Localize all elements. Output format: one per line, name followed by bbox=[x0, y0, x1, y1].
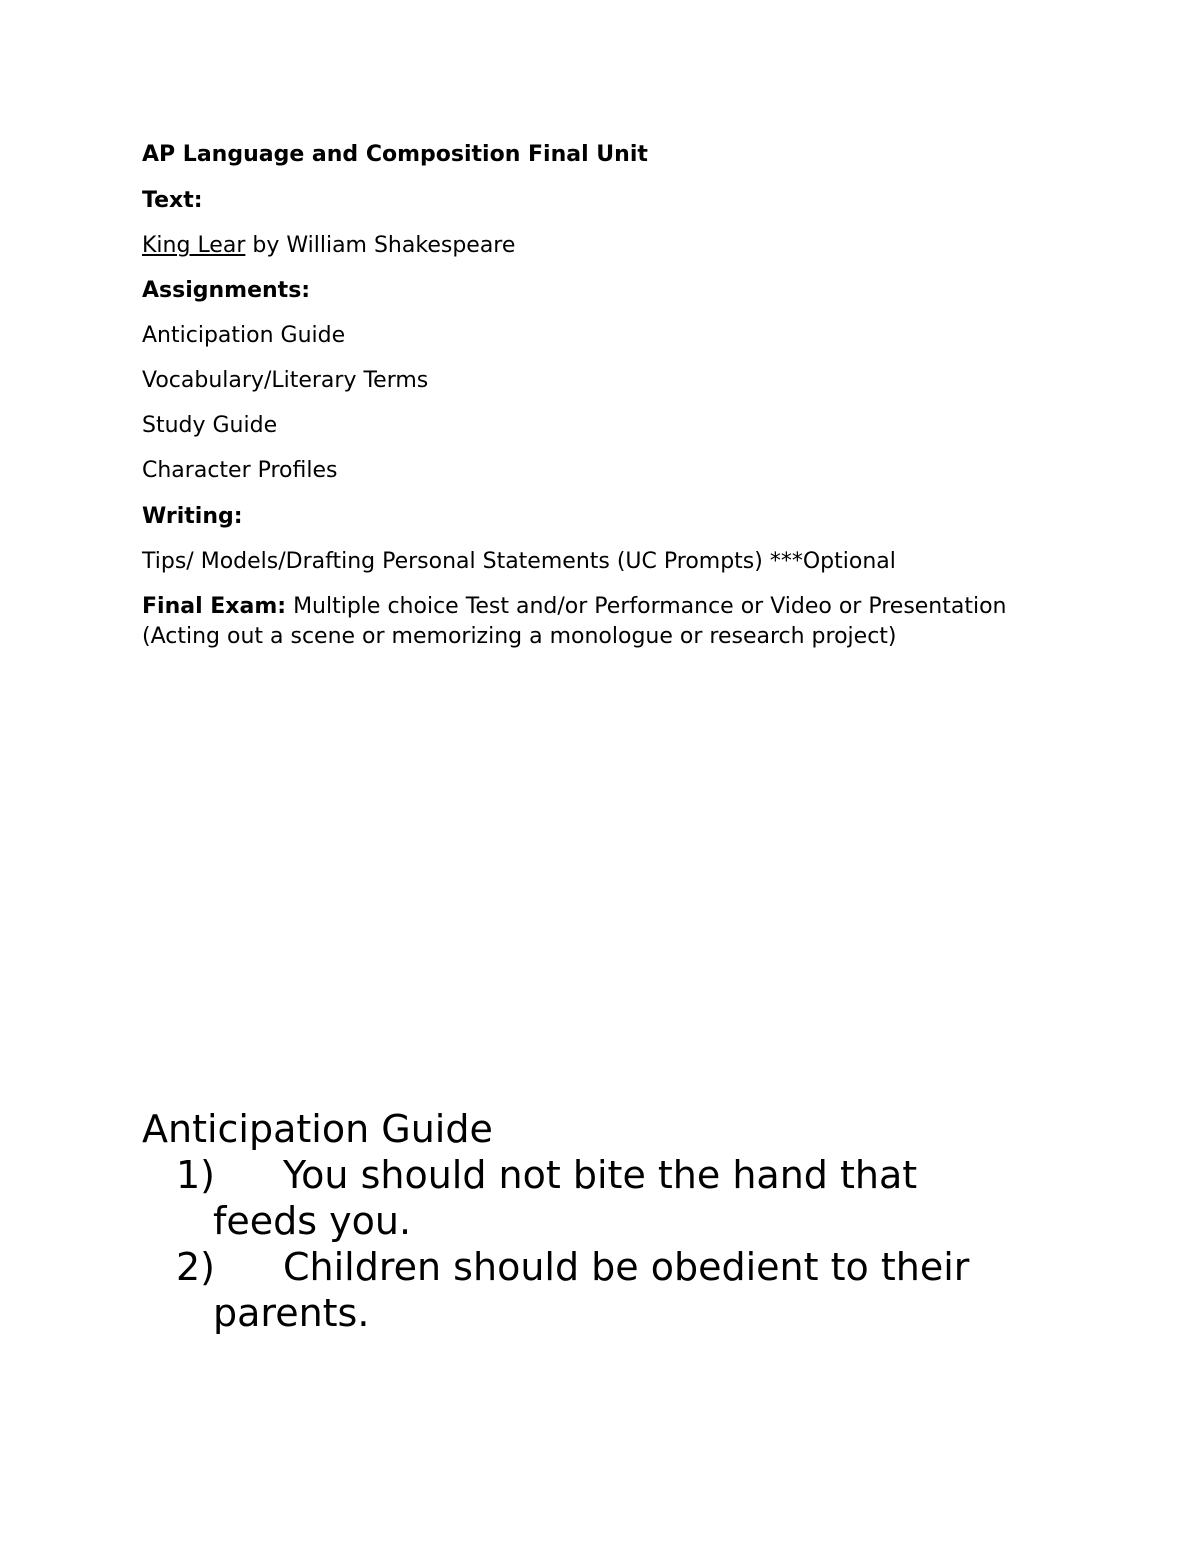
final-exam-label: Final Exam: bbox=[142, 594, 287, 619]
book-author: by William Shakespeare bbox=[245, 233, 516, 258]
assignment-item: Vocabulary/Literary Terms bbox=[142, 368, 429, 393]
text-label: Text: bbox=[142, 188, 203, 213]
writing-label: Writing: bbox=[142, 504, 243, 529]
writing-item: Tips/ Models/Drafting Personal Statements (UC Prompts) ***Optional bbox=[142, 549, 896, 574]
final-exam-text: Multiple choice Test and/or Performance or Video or Presentation (Acting out a scene or memorizing a monologue or research project) bbox=[142, 594, 1007, 649]
list-item bbox=[176, 1152, 1016, 1244]
unit-title: AP Language and Composition Final Unit bbox=[142, 142, 648, 167]
final-exam-paragraph bbox=[142, 592, 1022, 652]
list-item bbox=[176, 1244, 1016, 1336]
list-item-text: Children should be obedient to their bbox=[283, 1245, 970, 1289]
list-item-continuation: feeds you. bbox=[213, 1199, 412, 1243]
list-item-number: 1) bbox=[176, 1153, 216, 1197]
list-item-number: 2) bbox=[176, 1245, 216, 1289]
assignment-item: Study Guide bbox=[142, 413, 278, 438]
assignment-item: Character Profiles bbox=[142, 458, 338, 483]
list-item-continuation: parents. bbox=[213, 1291, 370, 1335]
anticipation-guide-heading: Anticipation Guide bbox=[142, 1107, 493, 1151]
book-title: King Lear bbox=[142, 233, 246, 258]
assignment-item: Anticipation Guide bbox=[142, 323, 346, 348]
book-line bbox=[142, 231, 515, 261]
assignments-label: Assignments: bbox=[142, 278, 311, 303]
list-item-text: You should not bite the hand that bbox=[283, 1153, 918, 1197]
